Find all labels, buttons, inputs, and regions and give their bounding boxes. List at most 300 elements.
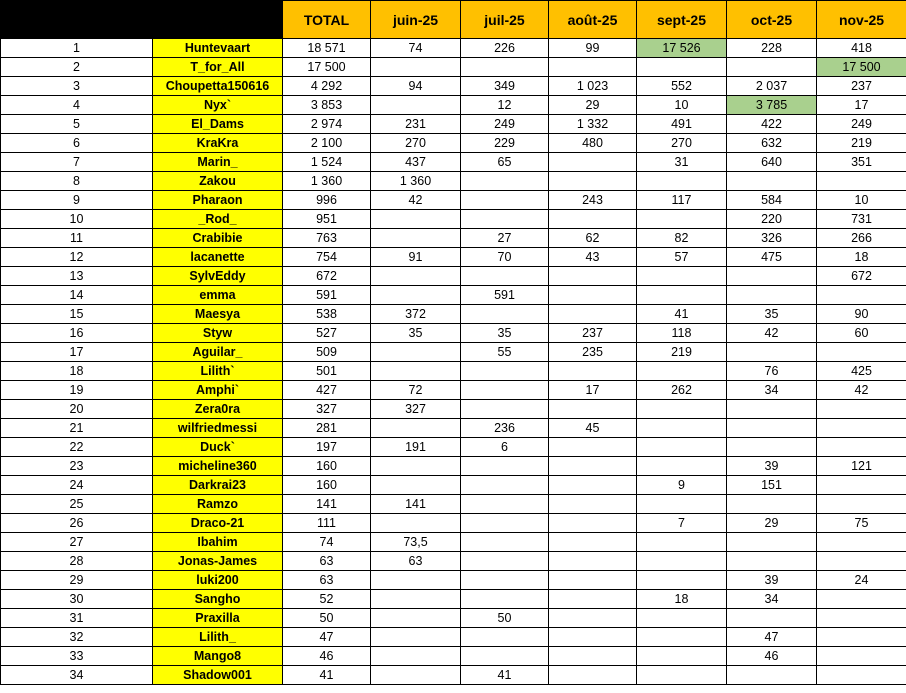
month-cell-oct: 39 (727, 571, 817, 590)
player-name-cell: Zakou (153, 172, 283, 191)
player-name-cell: Mango8 (153, 647, 283, 666)
month-cell-sep: 118 (637, 324, 727, 343)
table-row (1, 362, 906, 381)
table-row (1, 172, 906, 191)
rank-cell: 23 (1, 457, 153, 476)
rank-cell: 17 (1, 343, 153, 362)
month-cell-jun (371, 229, 461, 248)
month-cell-jul: 27 (461, 229, 549, 248)
rank-cell: 13 (1, 267, 153, 286)
month-cell-aug: 17 (549, 381, 637, 400)
month-cell-nov: 17 (817, 96, 906, 115)
table-row (1, 134, 906, 153)
month-cell-sep (637, 552, 727, 571)
rank-cell: 26 (1, 514, 153, 533)
rank-cell: 30 (1, 590, 153, 609)
month-cell-sep (637, 210, 727, 229)
month-cell-aug (549, 666, 637, 685)
month-cell-jul: 229 (461, 134, 549, 153)
rank-cell: 18 (1, 362, 153, 381)
month-cell-oct: 220 (727, 210, 817, 229)
month-cell-aug (549, 153, 637, 172)
month-cell-sep (637, 362, 727, 381)
month-cell-sep: 31 (637, 153, 727, 172)
player-name-cell: Zera0ra (153, 400, 283, 419)
table-row (1, 571, 906, 590)
month-cell-sep (637, 628, 727, 647)
month-cell-nov (817, 609, 906, 628)
month-cell-jul: 65 (461, 153, 549, 172)
month-cell-sep (637, 58, 727, 77)
month-cell-oct (727, 172, 817, 191)
total-cell: 63 (283, 552, 371, 571)
month-cell-oct (727, 495, 817, 514)
month-cell-oct: 47 (727, 628, 817, 647)
month-cell-sep (637, 533, 727, 552)
total-cell: 4 292 (283, 77, 371, 96)
rank-cell: 10 (1, 210, 153, 229)
month-cell-nov (817, 590, 906, 609)
month-cell-aug (549, 590, 637, 609)
month-cell-nov (817, 286, 906, 305)
player-name-cell: Lilith_ (153, 628, 283, 647)
total-cell: 52 (283, 590, 371, 609)
total-cell: 46 (283, 647, 371, 666)
table-row (1, 96, 906, 115)
table-row (1, 77, 906, 96)
total-cell: 41 (283, 666, 371, 685)
month-cell-aug: 1 023 (549, 77, 637, 96)
month-cell-jul (461, 172, 549, 191)
month-cell-nov: 75 (817, 514, 906, 533)
month-cell-sep (637, 267, 727, 286)
month-cell-aug: 45 (549, 419, 637, 438)
table-row (1, 153, 906, 172)
player-name-cell: Crabibie (153, 229, 283, 248)
month-cell-jun (371, 58, 461, 77)
table-row (1, 305, 906, 324)
month-cell-oct (727, 343, 817, 362)
month-cell-nov: 90 (817, 305, 906, 324)
rank-cell: 34 (1, 666, 153, 685)
total-cell: 281 (283, 419, 371, 438)
month-cell-jul (461, 305, 549, 324)
month-cell-jun: 94 (371, 77, 461, 96)
month-cell-nov (817, 438, 906, 457)
month-cell-oct (727, 286, 817, 305)
month-cell-nov: 10 (817, 191, 906, 210)
month-cell-jul (461, 533, 549, 552)
month-cell-jun: 372 (371, 305, 461, 324)
table-row (1, 609, 906, 628)
total-cell: 951 (283, 210, 371, 229)
rank-cell: 32 (1, 628, 153, 647)
month-cell-nov (817, 495, 906, 514)
player-name-cell: Sangho (153, 590, 283, 609)
table-row (1, 552, 906, 571)
month-cell-aug (549, 457, 637, 476)
total-cell: 591 (283, 286, 371, 305)
month-cell-sep: 262 (637, 381, 727, 400)
month-cell-jun (371, 343, 461, 362)
month-cell-jul (461, 210, 549, 229)
month-cell-nov (817, 419, 906, 438)
month-cell-jun: 1 360 (371, 172, 461, 191)
month-cell-oct (727, 400, 817, 419)
month-cell-aug (549, 514, 637, 533)
rank-cell: 14 (1, 286, 153, 305)
player-name-cell: T_for_All (153, 58, 283, 77)
month-cell-jul (461, 381, 549, 400)
month-cell-oct: 35 (727, 305, 817, 324)
month-cell-jul (461, 400, 549, 419)
month-cell-jul (461, 628, 549, 647)
month-cell-nov (817, 172, 906, 191)
month-cell-nov: 121 (817, 457, 906, 476)
month-cell-oct (727, 609, 817, 628)
month-cell-jun: 141 (371, 495, 461, 514)
month-cell-oct (727, 419, 817, 438)
month-cell-jun: 74 (371, 39, 461, 58)
month-cell-oct (727, 438, 817, 457)
table-row (1, 438, 906, 457)
player-name-cell: Lilith` (153, 362, 283, 381)
month-cell-jun: 191 (371, 438, 461, 457)
player-name-cell: Choupetta150616 (153, 77, 283, 96)
month-cell-oct (727, 267, 817, 286)
month-cell-sep (637, 400, 727, 419)
player-name-cell: Shadow001 (153, 666, 283, 685)
total-cell: 1 360 (283, 172, 371, 191)
rank-cell: 24 (1, 476, 153, 495)
month-cell-aug (549, 172, 637, 191)
month-cell-nov: 18 (817, 248, 906, 267)
month-cell-jul: 50 (461, 609, 549, 628)
total-cell: 18 571 (283, 39, 371, 58)
table-row (1, 39, 906, 58)
month-cell-nov (817, 533, 906, 552)
month-cell-aug (549, 210, 637, 229)
month-cell-sep: 17 526 (637, 39, 727, 58)
month-cell-nov: 672 (817, 267, 906, 286)
table-row (1, 286, 906, 305)
month-cell-sep (637, 172, 727, 191)
month-cell-sep: 9 (637, 476, 727, 495)
month-cell-jun: 437 (371, 153, 461, 172)
month-cell-jun (371, 514, 461, 533)
month-header-jul: juil-25 (461, 1, 549, 39)
month-cell-jun (371, 666, 461, 685)
month-cell-sep: 82 (637, 229, 727, 248)
month-cell-oct: 46 (727, 647, 817, 666)
table-body (1, 39, 906, 685)
table-row (1, 381, 906, 400)
month-cell-jul: 6 (461, 438, 549, 457)
player-name-cell: emma (153, 286, 283, 305)
month-cell-oct: 584 (727, 191, 817, 210)
player-name-cell: Pharaon (153, 191, 283, 210)
month-cell-oct: 326 (727, 229, 817, 248)
month-cell-jul (461, 552, 549, 571)
month-cell-nov (817, 666, 906, 685)
player-name-cell: Draco-21 (153, 514, 283, 533)
rank-header (1, 1, 153, 39)
month-cell-jul (461, 647, 549, 666)
rank-cell: 31 (1, 609, 153, 628)
month-cell-aug (549, 628, 637, 647)
rank-cell: 21 (1, 419, 153, 438)
month-cell-aug: 99 (549, 39, 637, 58)
month-cell-nov: 219 (817, 134, 906, 153)
month-cell-jun: 231 (371, 115, 461, 134)
month-cell-jul (461, 191, 549, 210)
total-cell: 111 (283, 514, 371, 533)
month-cell-jul: 236 (461, 419, 549, 438)
rank-cell: 8 (1, 172, 153, 191)
total-cell: 63 (283, 571, 371, 590)
table-row (1, 248, 906, 267)
month-cell-aug: 1 332 (549, 115, 637, 134)
player-name-cell: Jonas-James (153, 552, 283, 571)
month-cell-aug: 62 (549, 229, 637, 248)
player-name-cell: Duck` (153, 438, 283, 457)
month-cell-jul: 249 (461, 115, 549, 134)
month-cell-jul: 349 (461, 77, 549, 96)
month-cell-aug: 29 (549, 96, 637, 115)
month-cell-nov: 60 (817, 324, 906, 343)
total-cell: 1 524 (283, 153, 371, 172)
player-name-cell: luki200 (153, 571, 283, 590)
table-row (1, 191, 906, 210)
table-row (1, 495, 906, 514)
rank-cell: 9 (1, 191, 153, 210)
rank-cell: 27 (1, 533, 153, 552)
total-cell: 50 (283, 609, 371, 628)
month-cell-aug (549, 286, 637, 305)
table-row (1, 58, 906, 77)
month-cell-nov: 425 (817, 362, 906, 381)
month-cell-jun (371, 476, 461, 495)
month-cell-jul (461, 457, 549, 476)
month-cell-nov: 24 (817, 571, 906, 590)
month-cell-jul (461, 571, 549, 590)
month-cell-aug (549, 305, 637, 324)
month-cell-nov: 42 (817, 381, 906, 400)
player-name-cell: Praxilla (153, 609, 283, 628)
month-cell-jun: 35 (371, 324, 461, 343)
rank-cell: 19 (1, 381, 153, 400)
month-cell-jun: 327 (371, 400, 461, 419)
player-name-cell: wilfriedmessi (153, 419, 283, 438)
total-cell: 160 (283, 476, 371, 495)
player-name-cell: Darkrai23 (153, 476, 283, 495)
table-row (1, 229, 906, 248)
player-name-cell: Styw (153, 324, 283, 343)
month-cell-jun (371, 286, 461, 305)
month-cell-jun (371, 96, 461, 115)
month-cell-sep (637, 419, 727, 438)
month-cell-sep (637, 438, 727, 457)
total-cell: 47 (283, 628, 371, 647)
month-cell-oct: 475 (727, 248, 817, 267)
player-name-cell: El_Dams (153, 115, 283, 134)
month-cell-oct (727, 533, 817, 552)
month-cell-jul (461, 476, 549, 495)
player-name-cell: Ibahim (153, 533, 283, 552)
rank-cell: 12 (1, 248, 153, 267)
month-cell-sep: 41 (637, 305, 727, 324)
month-cell-nov (817, 647, 906, 666)
total-cell: 996 (283, 191, 371, 210)
month-cell-jul: 591 (461, 286, 549, 305)
rank-cell: 33 (1, 647, 153, 666)
month-cell-aug (549, 58, 637, 77)
month-cell-sep: 270 (637, 134, 727, 153)
month-cell-oct: 39 (727, 457, 817, 476)
player-name-cell: Nyx` (153, 96, 283, 115)
month-cell-jul (461, 590, 549, 609)
month-cell-nov: 17 500 (817, 58, 906, 77)
table-row (1, 267, 906, 286)
table-row (1, 343, 906, 362)
month-cell-oct (727, 58, 817, 77)
month-cell-oct: 29 (727, 514, 817, 533)
rank-cell: 16 (1, 324, 153, 343)
rank-cell: 4 (1, 96, 153, 115)
month-cell-aug: 235 (549, 343, 637, 362)
month-header-oct: oct-25 (727, 1, 817, 39)
player-name-cell: Marin_ (153, 153, 283, 172)
table-row (1, 400, 906, 419)
total-cell: 141 (283, 495, 371, 514)
month-cell-jul: 70 (461, 248, 549, 267)
month-cell-nov (817, 552, 906, 571)
month-cell-oct: 151 (727, 476, 817, 495)
month-cell-oct: 34 (727, 381, 817, 400)
month-cell-nov: 418 (817, 39, 906, 58)
month-cell-jun (371, 590, 461, 609)
player-name-cell: Ramzo (153, 495, 283, 514)
month-cell-jul (461, 362, 549, 381)
month-cell-sep: 491 (637, 115, 727, 134)
month-cell-aug: 480 (549, 134, 637, 153)
player-name-cell: _Rod_ (153, 210, 283, 229)
month-header-sep: sept-25 (637, 1, 727, 39)
month-cell-oct (727, 552, 817, 571)
player-name-cell: KraKra (153, 134, 283, 153)
month-cell-nov: 266 (817, 229, 906, 248)
month-cell-jul: 226 (461, 39, 549, 58)
name-header (153, 1, 283, 39)
total-cell: 17 500 (283, 58, 371, 77)
month-cell-oct: 640 (727, 153, 817, 172)
table-row (1, 514, 906, 533)
rank-cell: 20 (1, 400, 153, 419)
month-cell-sep (637, 666, 727, 685)
month-cell-sep: 117 (637, 191, 727, 210)
month-header-nov: nov-25 (817, 1, 906, 39)
month-cell-oct: 422 (727, 115, 817, 134)
table-row (1, 666, 906, 685)
month-cell-sep (637, 647, 727, 666)
month-cell-oct: 76 (727, 362, 817, 381)
month-cell-nov (817, 343, 906, 362)
month-cell-jun (371, 609, 461, 628)
month-cell-aug: 237 (549, 324, 637, 343)
total-cell: 160 (283, 457, 371, 476)
month-cell-aug (549, 400, 637, 419)
month-cell-nov (817, 400, 906, 419)
total-cell: 427 (283, 381, 371, 400)
month-cell-jul (461, 58, 549, 77)
month-cell-aug: 243 (549, 191, 637, 210)
month-cell-oct: 42 (727, 324, 817, 343)
total-cell: 2 100 (283, 134, 371, 153)
table-row (1, 533, 906, 552)
total-cell: 501 (283, 362, 371, 381)
player-name-cell: Aguilar_ (153, 343, 283, 362)
rank-cell: 5 (1, 115, 153, 134)
rank-cell: 11 (1, 229, 153, 248)
month-cell-aug (549, 267, 637, 286)
total-cell: 672 (283, 267, 371, 286)
player-name-cell: Maesya (153, 305, 283, 324)
total-cell: 763 (283, 229, 371, 248)
month-cell-jun (371, 628, 461, 647)
month-cell-aug: 43 (549, 248, 637, 267)
total-cell: 74 (283, 533, 371, 552)
player-name-cell: micheline360 (153, 457, 283, 476)
month-cell-sep (637, 609, 727, 628)
player-name-cell: Huntevaart (153, 39, 283, 58)
month-cell-sep: 18 (637, 590, 727, 609)
month-cell-oct: 3 785 (727, 96, 817, 115)
total-cell: 327 (283, 400, 371, 419)
month-cell-jun: 73,5 (371, 533, 461, 552)
month-cell-jun (371, 210, 461, 229)
table-row (1, 324, 906, 343)
month-cell-aug (549, 647, 637, 666)
month-cell-oct (727, 666, 817, 685)
month-cell-oct: 228 (727, 39, 817, 58)
month-cell-jul (461, 514, 549, 533)
month-cell-jun (371, 647, 461, 666)
month-cell-jun (371, 457, 461, 476)
player-name-cell: SylvEddy (153, 267, 283, 286)
month-cell-nov: 249 (817, 115, 906, 134)
rank-cell: 7 (1, 153, 153, 172)
month-cell-jun (371, 571, 461, 590)
month-cell-jun: 72 (371, 381, 461, 400)
month-cell-sep (637, 286, 727, 305)
rank-cell: 6 (1, 134, 153, 153)
table-row (1, 457, 906, 476)
table-row (1, 210, 906, 229)
month-cell-jul: 41 (461, 666, 549, 685)
month-cell-sep (637, 457, 727, 476)
total-cell: 754 (283, 248, 371, 267)
month-cell-aug (549, 476, 637, 495)
month-cell-aug (549, 362, 637, 381)
month-cell-sep: 10 (637, 96, 727, 115)
total-cell: 509 (283, 343, 371, 362)
rank-cell: 1 (1, 39, 153, 58)
month-cell-jun (371, 362, 461, 381)
rank-cell: 29 (1, 571, 153, 590)
total-cell: 2 974 (283, 115, 371, 134)
month-cell-oct: 2 037 (727, 77, 817, 96)
rank-cell: 2 (1, 58, 153, 77)
